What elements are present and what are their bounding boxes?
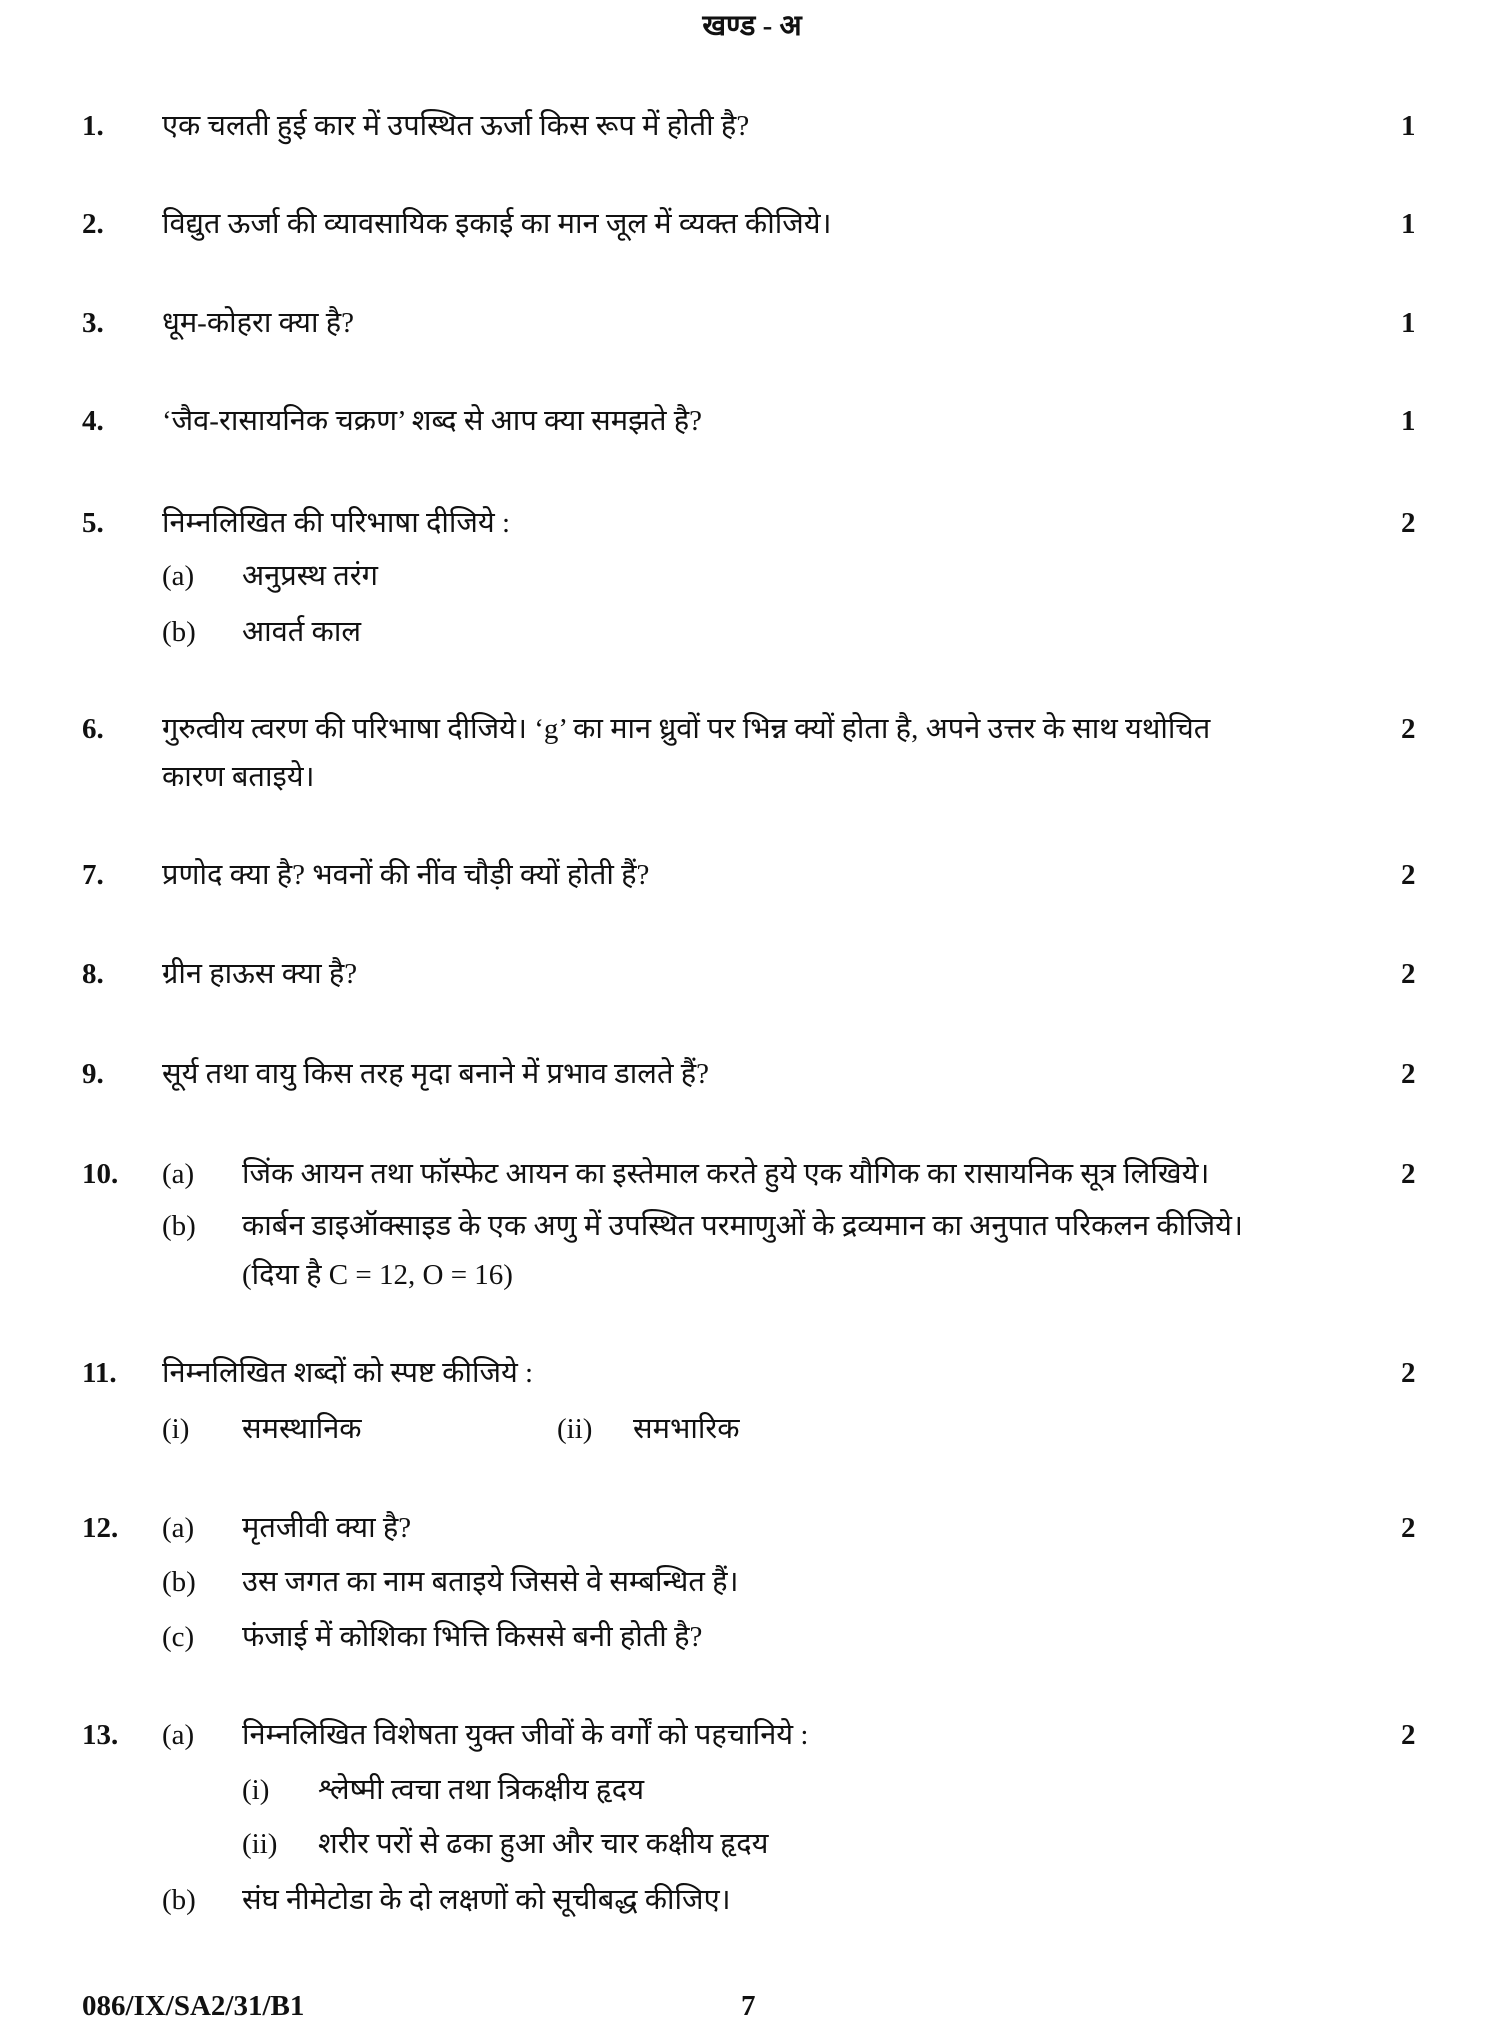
question-text: निम्नलिखित शब्दों को स्पष्ट कीजिये : — [162, 1357, 534, 1389]
question-number: 13. — [82, 1719, 119, 1751]
part-text: कार्बन डाइऑक्साइड के एक अणु में उपस्थित परमाणुओं के द्रव्यमान का अनुपात परिकलन कीजिये। — [242, 1210, 1243, 1242]
question-marks: 1 — [1401, 307, 1416, 339]
question-number: 8. — [82, 958, 104, 990]
part-label: (i) — [162, 1413, 190, 1445]
question-marks: 2 — [1401, 713, 1416, 745]
question-marks: 2 — [1401, 1719, 1416, 1751]
part-label: (a) — [162, 1512, 195, 1544]
question-number: 10. — [82, 1158, 119, 1190]
page-number: 7 — [741, 1990, 756, 2022]
part-label: (b) — [162, 616, 196, 648]
question-marks: 2 — [1401, 958, 1416, 990]
part-text: निम्नलिखित विशेषता युक्त जीवों के वर्गों को पहचानिये : — [242, 1719, 809, 1751]
question-text: सूर्य तथा वायु किस तरह मृदा बनाने में प्रभाव डालते हैं? — [162, 1058, 709, 1090]
question-number: 3. — [82, 307, 104, 339]
part-label: (a) — [162, 1158, 195, 1190]
question-number: 7. — [82, 859, 104, 891]
part-label: (b) — [162, 1884, 196, 1916]
part-text: अनुप्रस्थ तरंग — [242, 560, 378, 592]
subpart-label: (ii) — [242, 1828, 278, 1860]
subpart-text: श्लेष्मी त्वचा तथा त्रिकक्षीय हृदय — [318, 1774, 645, 1806]
part-text: उस जगत का नाम बताइये जिससे वे सम्बन्धित हैं। — [242, 1566, 739, 1598]
part-text: आवर्त काल — [242, 616, 361, 648]
question-marks: 2 — [1401, 859, 1416, 891]
question-text-continued: कारण बताइये। — [162, 761, 315, 793]
part-text: समस्थानिक — [242, 1413, 362, 1445]
part-text: जिंक आयन तथा फॉस्फेट आयन का इस्तेमाल करते हुये एक यौगिक का रासायनिक सूत्र लिखिये। — [242, 1158, 1210, 1190]
question-text: एक चलती हुई कार में उपस्थित ऊर्जा किस रूप में होती है? — [162, 110, 750, 142]
question-text: धूम-कोहरा क्या है? — [162, 307, 355, 339]
question-marks: 2 — [1401, 507, 1416, 539]
part-text: समभारिक — [633, 1413, 740, 1445]
part-label: (a) — [162, 560, 195, 592]
part-text: फंजाई में कोशिका भित्ति किससे बनी होती है? — [242, 1621, 703, 1653]
question-marks: 2 — [1401, 1058, 1416, 1090]
subpart-label: (i) — [242, 1774, 270, 1806]
question-number: 6. — [82, 713, 104, 745]
question-text: निम्नलिखित की परिभाषा दीजिये : — [162, 507, 511, 539]
paper-code: 086/IX/SA2/31/B1 — [82, 1990, 305, 2022]
subpart-text: शरीर परों से ढका हुआ और चार कक्षीय हृदय — [318, 1828, 769, 1860]
question-text: गुरुत्वीय त्वरण की परिभाषा दीजिये। ‘g’ का मान ध्रुवों पर भिन्न क्यों होता है, अपने उत्तर के साथ यथोचित — [162, 713, 1211, 745]
question-number: 11. — [82, 1357, 117, 1389]
question-number: 1. — [82, 110, 104, 142]
question-marks: 1 — [1401, 405, 1416, 437]
part-text: संघ नीमेटोडा के दो लक्षणों को सूचीबद्ध कीजिए। — [242, 1884, 731, 1916]
question-number: 12. — [82, 1512, 119, 1544]
question-marks: 2 — [1401, 1357, 1416, 1389]
question-number: 2. — [82, 208, 104, 240]
part-label: (b) — [162, 1566, 196, 1598]
question-text: प्रणोद क्या है? भवनों की नींव चौड़ी क्यों होती हैं? — [162, 859, 650, 891]
part-text: मृतजीवी क्या है? — [242, 1512, 412, 1544]
section-title: खण्ड - अ — [702, 10, 802, 42]
question-marks: 2 — [1401, 1158, 1416, 1190]
question-number: 9. — [82, 1058, 104, 1090]
question-marks: 2 — [1401, 1512, 1416, 1544]
part-text-continued: (दिया है C = 12, O = 16) — [242, 1259, 513, 1291]
question-text: ‘जैव-रासायनिक चक्रण’ शब्द से आप क्या समझते है? — [162, 405, 703, 437]
part-label: (b) — [162, 1210, 196, 1242]
question-number: 4. — [82, 405, 104, 437]
part-label: (a) — [162, 1719, 195, 1751]
question-number: 5. — [82, 507, 104, 539]
part-label: (c) — [162, 1621, 195, 1653]
part-label: (ii) — [557, 1413, 593, 1445]
question-marks: 1 — [1401, 110, 1416, 142]
question-marks: 1 — [1401, 208, 1416, 240]
question-text: ग्रीन हाऊस क्या है? — [162, 958, 358, 990]
question-text: विद्युत ऊर्जा की व्यावसायिक इकाई का मान जूल में व्यक्त कीजिये। — [162, 208, 832, 240]
